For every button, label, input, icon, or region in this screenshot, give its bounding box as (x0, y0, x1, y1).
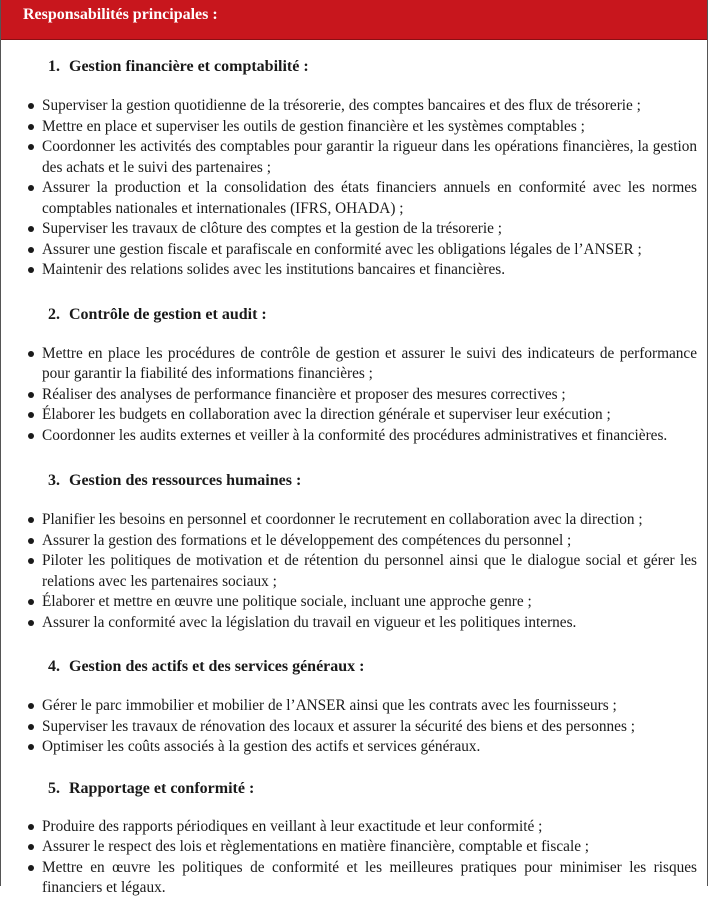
list-item: Superviser la gestion quotidienne de la trésorerie, des comptes bancaires et des flux de trésorerie ; (1, 96, 707, 117)
list-item: Assurer la gestion des formations et le développement des compétences du personnel ; (1, 531, 707, 552)
list-item: Piloter les politiques de motivation et de rétention du personnel ainsi que le dialogue social et gérer les relations avec les partenaires sociaux ; (1, 551, 707, 592)
list-item: Assurer la production et la consolidation des états financiers annuels en conformité avec les normes comptables nationales et internationales (IFRS, OHADA) ; (1, 178, 707, 219)
section-human-resources (1, 472, 707, 633)
list-item: Optimiser les coûts associés à la gestion des actifs et services généraux. (1, 737, 707, 758)
section-title: 5. Rapportage et conformité : (48, 779, 255, 797)
section-reporting-compliance (1, 780, 707, 899)
list-item: Superviser les travaux de clôture des comptes et la gestion de la trésorerie ; (1, 219, 707, 240)
section-financial-accounting (1, 40, 707, 281)
list-item: Assurer une gestion fiscale et parafiscale en conformité avec les obligations légales de l’ANSER ; (1, 240, 707, 261)
list-item: Réaliser des analyses de performance financière et proposer des mesures correctives ; (1, 385, 707, 406)
bullet-list (1, 817, 707, 899)
section-assets-general-services (1, 658, 707, 758)
section-management-control-audit (1, 306, 707, 447)
section-header-bar (1, 0, 707, 40)
list-item: Gérer le parc immobilier et mobilier de l’ANSER ainsi que les contrats avec les fournisseurs ; (1, 696, 707, 717)
bullet-list (1, 344, 707, 447)
list-item: Assurer le respect des lois et règlementations en matière financière, comptable et fiscale ; (1, 837, 707, 858)
list-item: Planifier les besoins en personnel et coordonner le recrutement en collaboration avec la direction ; (1, 510, 707, 531)
list-item: Superviser les travaux de rénovation des locaux et assurer la sécurité des biens et des personnes ; (1, 717, 707, 738)
list-item: Mettre en œuvre les politiques de conformité et les meilleures pratiques pour minimiser les risques financiers et légaux. (1, 858, 707, 899)
bullet-list (1, 96, 707, 281)
list-item: Mettre en place les procédures de contrôle de gestion et assurer le suivi des indicateurs de performance pour garantir la fiabilité des informations financières ; (1, 344, 707, 385)
list-item: Mettre en place et superviser les outils de gestion financière et les systèmes comptables ; (1, 117, 707, 138)
section-title: 2. Contrôle de gestion et audit : (48, 305, 267, 323)
header-title: Responsabilités principales : (23, 6, 218, 23)
list-item: Assurer la conformité avec la législation du travail en vigueur et les politiques internes. (1, 613, 707, 634)
list-item: Produire des rapports périodiques en veillant à leur exactitude et leur conformité ; (1, 817, 707, 838)
list-item: Élaborer et mettre en œuvre une politique sociale, incluant une approche genre ; (1, 592, 707, 613)
section-title: 1. Gestion financière et comptabilité : (48, 58, 309, 75)
bullet-list (1, 696, 707, 758)
section-title: 3. Gestion des ressources humaines : (48, 472, 302, 489)
list-item: Coordonner les audits externes et veiller à la conformité des procédures administratives et financières. (1, 426, 707, 447)
section-title: 4. Gestion des actifs et des services généraux : (48, 658, 365, 675)
list-item: Coordonner les activités des comptables pour garantir la rigueur dans les opérations financières, la gestion des achats et le suivi des partenaires ; (1, 137, 707, 178)
bullet-list (1, 510, 707, 633)
list-item: Maintenir des relations solides avec les institutions bancaires et financières. (1, 260, 707, 281)
list-item: Élaborer les budgets en collaboration avec la direction générale et superviser leur exécution ; (1, 405, 707, 426)
